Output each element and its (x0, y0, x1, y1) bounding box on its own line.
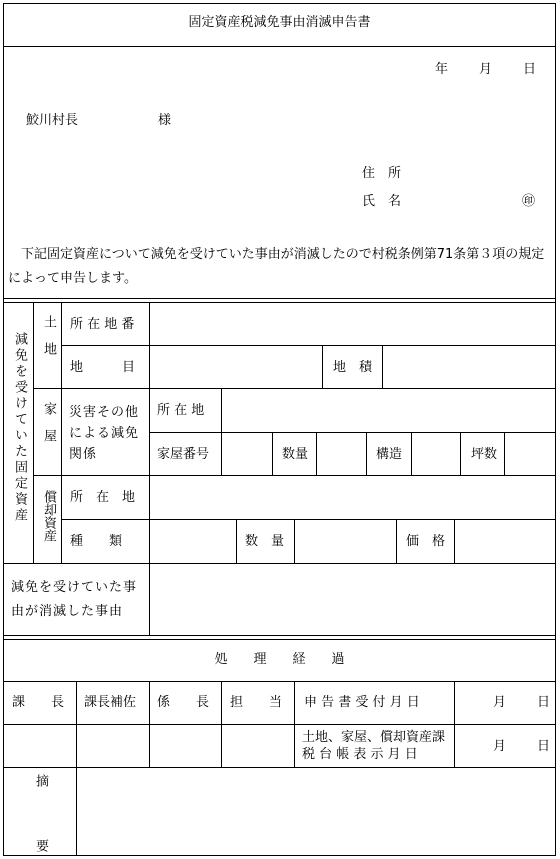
date-year: 年 (435, 62, 449, 77)
land-row-divider (61, 345, 556, 346)
land-location-label: 所 在 地 番 (70, 317, 135, 332)
processing-heading-divider (3, 681, 556, 682)
section-chief-label: 課 長 (12, 695, 65, 710)
applicant-address-label: 住 所 (362, 166, 402, 181)
ledger-day: 日 (537, 739, 551, 754)
house-floor-left (460, 432, 461, 475)
subsection-chief-label: 係 長 (157, 695, 210, 710)
house-row-divider (149, 432, 556, 433)
land-category-label: 地 目 (70, 360, 136, 375)
remarks-label: 摘 要 (33, 774, 48, 852)
house-floor-area-label: 坪数 (471, 447, 498, 462)
land-area-label-right (382, 345, 383, 388)
processing-heading: 処 理 経 過 (214, 652, 345, 667)
approval-col-3 (221, 681, 222, 767)
border-right (555, 3, 556, 856)
border-bottom (3, 855, 556, 856)
depreciable-price-label: 価 格 (406, 534, 446, 549)
header-double-line-1 (3, 298, 556, 299)
approval-col-4 (294, 681, 295, 767)
date-day: 日 (523, 62, 537, 77)
house-label: 家屋 (41, 402, 56, 456)
remarks-divider (3, 767, 556, 768)
house-structure-border (411, 432, 412, 475)
depreciable-quantity-label: 数 量 (245, 534, 285, 549)
house-location-label: 所 在 地 (157, 403, 205, 418)
house-number-label: 家屋番号 (157, 447, 210, 462)
border-left (3, 3, 4, 856)
house-depreciable-divider (33, 475, 556, 476)
house-quantity-label: 数量 (282, 447, 309, 462)
form-title: 固定資産税減免事由消滅申告書 (188, 15, 371, 30)
item-label-border (149, 302, 150, 636)
statement-text: 下記固定資産について減免を受けていた事由が消滅したので村税条例第71条第３項の規定によって申告します。 (8, 247, 545, 286)
header-double-line-2 (3, 302, 556, 303)
house-disaster-reason: 災害その他による減免関係 (69, 405, 140, 462)
addressee-name: 鮫川村長 (26, 113, 79, 128)
staff-label: 担 当 (230, 695, 283, 710)
extinguished-reason-label: 減免を受けていた事由が消滅した事由 (11, 580, 138, 619)
house-location-border (221, 388, 222, 475)
land-house-divider (33, 388, 556, 389)
received-date-label: 申 告 書 受 付 月 日 (304, 695, 420, 710)
land-area-label-left (322, 345, 323, 388)
house-structure-left (366, 432, 367, 475)
depreciable-price-left (396, 519, 397, 563)
date-month: 月 (479, 62, 493, 77)
depreciable-row-divider (61, 519, 556, 520)
depreciable-label: 償却資産 (41, 490, 56, 542)
depreciable-price-border (454, 519, 455, 563)
depreciable-quantity-left (236, 519, 237, 563)
house-floor-border (504, 432, 505, 475)
house-quantity-border (316, 432, 317, 475)
addressee-suffix: 様 (158, 113, 172, 128)
received-month: 月 (493, 695, 507, 710)
seal-mark: ㊞ (522, 194, 536, 209)
category-border (61, 302, 62, 563)
depreciable-type-label: 種 類 (70, 534, 123, 549)
approval-col-2 (149, 681, 150, 767)
title-divider (3, 46, 556, 47)
reason-double-line-1 (3, 635, 556, 636)
approval-row-divider (3, 724, 556, 725)
land-area-label: 地 積 (333, 360, 373, 375)
approval-col-1 (76, 681, 77, 767)
applicant-name-label: 氏 名 (362, 194, 402, 209)
border-top (3, 3, 556, 4)
assistant-chief-label: 課長補佐 (84, 695, 137, 710)
approval-col-5 (454, 681, 455, 767)
assets-reason-divider (3, 563, 556, 564)
reason-double-line-2 (3, 639, 556, 640)
section-label: 減免を受けていた固定資産 (12, 332, 27, 524)
land-label: 土地 (41, 315, 56, 369)
section-label-border (33, 302, 34, 563)
ledger-month: 月 (493, 739, 507, 754)
ledger-date-label: 土地、家屋、償却資産課 税 台 帳 表 示 月 日 (302, 730, 446, 762)
depreciable-quantity-border (294, 519, 295, 563)
house-number-value-border (272, 432, 273, 475)
depreciable-location-label: 所 在 地 (70, 490, 136, 505)
remarks-border (76, 767, 77, 855)
received-day: 日 (537, 695, 551, 710)
house-structure-label: 構造 (376, 447, 403, 462)
